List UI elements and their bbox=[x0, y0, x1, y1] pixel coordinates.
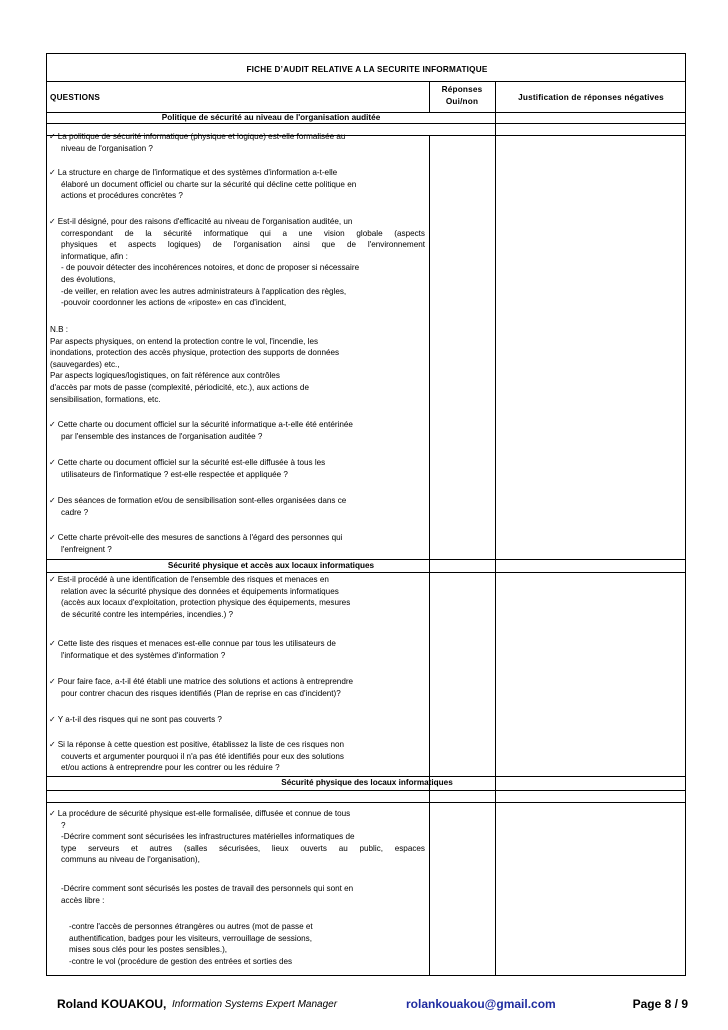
nb-note: N.B : Par aspects physiques, on entend la protection contre le vol, l'incendie, les inondations, protection des accès physique, protection des supports de données (sauvegardes) etc., Par aspects logiques/logistiques, on fait référence aux contrôles d'accès par mots de passe (complexité, périodicité, etc.), aux actions de sensibilisation, formations, etc. bbox=[50, 325, 340, 404]
checkmark-icon: ✓ bbox=[49, 575, 56, 584]
page-footer bbox=[57, 997, 688, 1013]
column-header-questions: QUESTIONS bbox=[50, 93, 101, 102]
question-10: ✓ Pour faire face, a-t-il été établi une matrice des solutions et actions à entreprendre pour contrer chacun des risques identifiés (Plan de reprise en cas d'incident)? bbox=[49, 677, 354, 698]
footer-author: Roland KOUAKOU, bbox=[57, 997, 167, 1011]
question-11: ✓ Y a-t-il des risques qui ne sont pas couverts ? bbox=[49, 715, 222, 724]
rule bbox=[47, 776, 685, 777]
checkmark-icon: ✓ bbox=[49, 677, 56, 686]
checkmark-icon: ✓ bbox=[49, 809, 56, 818]
rule bbox=[47, 802, 685, 803]
question-5: ✓ Cette charte ou document officiel sur la sécurité est-elle diffusée à tous les utilisateurs de l'informatique ? est-elle respectée et appliquée ? bbox=[49, 458, 326, 479]
question-3: ✓ Est-il désigné, pour des raisons d'efficacité au niveau de l'organisation auditée, un correspondant de la sécurité informatique qui a une vision globale (aspects physiques et aspects logiques) de l'organisation ainsi que de l'environnement informatique, afin : - de pouvoir détecter des incohérences notoires, et donc de proposer si nécessaire des évolutions, -de veiller, en relation avec les autres administrateurs à l'application des règles, -pouvoir coordonner les actions de «riposte» en cas d'incident, bbox=[49, 217, 425, 308]
rule bbox=[47, 81, 685, 82]
col-sep bbox=[495, 112, 496, 135]
page-title: FICHE D’AUDIT RELATIVE A LA SECURITE INFORMATIQUE bbox=[246, 65, 488, 74]
footer-email[interactable]: rolankouakou@gmail.com bbox=[406, 997, 556, 1011]
column-header-reponses: Réponses Oui/non bbox=[441, 85, 483, 106]
rule bbox=[47, 572, 685, 573]
question-9: ✓ Cette liste des risques et menaces est-elle connue par tous les utilisateurs de l'informatique et des systèmes d'information ? bbox=[49, 639, 336, 660]
question-13: ✓ La procédure de sécurité physique est-elle formalisée, diffusée et connue de tous ? -Décrire comment sont sécurisées les infrastructures matérielles informatiques de type serveurs et autres (salles sécurisées, lieux ouverts au public, espaces communs au niveau de l'organisation), bbox=[49, 809, 425, 865]
section-title: Sécurité physique des locaux informatiques bbox=[281, 778, 453, 787]
checkmark-icon: ✓ bbox=[49, 420, 56, 429]
question-13-acces: -contre l'accès de personnes étrangères ou autres (mot de passe et authentification, badges pour les visiteurs, verrouillage de sessions, mises sous clés pour les postes sensibles.), -contre le vol (procédure de gestion des entrées et sorties des bbox=[69, 922, 313, 966]
checkmark-icon: ✓ bbox=[49, 132, 56, 141]
rule bbox=[47, 790, 685, 791]
column-header-justification: Justification de réponses négatives bbox=[518, 93, 664, 102]
question-12: ✓ Si la réponse à cette question est positive, établissez la liste de ces risques non couverts et argumenter pourquoi il n'a pas été identifiés pour eux des solutions et/ou actions à entreprendre pour les contrer ou les réduire ? bbox=[49, 740, 345, 773]
checkmark-icon: ✓ bbox=[49, 740, 56, 749]
question-7: ✓ Cette charte prévoit-elle des mesures de sanctions à l'égard des personnes qui l'enfreignent ? bbox=[49, 533, 343, 554]
rule bbox=[47, 123, 685, 124]
col-sep bbox=[495, 135, 496, 975]
question-2: ✓ La structure en charge de l'informatique et des systèmes d'information a-t-elle élaboré un document officiel ou charte sur la sécurité qui décline cette politique en actions et procédures concrètes ? bbox=[49, 168, 357, 201]
section-title: Sécurité physique et accès aux locaux informatiques bbox=[167, 561, 375, 570]
checkmark-icon: ✓ bbox=[49, 458, 56, 467]
checkmark-icon: ✓ bbox=[49, 217, 56, 226]
section-title: Politique de sécurité au niveau de l'organisation auditée bbox=[161, 113, 381, 122]
checkmark-icon: ✓ bbox=[49, 639, 56, 648]
col-sep bbox=[429, 135, 430, 975]
page-number: Page 8 / 9 bbox=[632, 997, 688, 1011]
audit-table bbox=[46, 53, 686, 976]
question-8: ✓ Est-il procédé à une identification de l'ensemble des risques et menaces en relation avec la sécurité physique des données et équipements informatiques (accès aux locaux d'exploitation, protection physique des équipements, mesures de sécurité contre les intempéries, incendies.) ? bbox=[49, 575, 351, 619]
question-6: ✓ Des séances de formation et/ou de sensibilisation sont-elles organisées dans ce cadre ? bbox=[49, 496, 347, 517]
rule bbox=[47, 559, 685, 560]
checkmark-icon: ✓ bbox=[49, 715, 56, 724]
footer-role: Information Systems Expert Manager bbox=[172, 999, 338, 1010]
question-1: ✓ La politique de sécurité informatique (physique et logique) est-elle formalisée au niveau de l'organisation ? bbox=[49, 132, 346, 153]
checkmark-icon: ✓ bbox=[49, 496, 56, 505]
question-4: ✓ Cette charte ou document officiel sur la sécurité informatique a-t-elle été entérinée par l'ensemble des instances de l'organisation auditée ? bbox=[49, 420, 353, 441]
checkmark-icon: ✓ bbox=[49, 533, 56, 542]
question-13-postes: -Décrire comment sont sécurisés les postes de travail des personnels qui sont en accès libre : bbox=[61, 884, 354, 905]
checkmark-icon: ✓ bbox=[49, 168, 56, 177]
